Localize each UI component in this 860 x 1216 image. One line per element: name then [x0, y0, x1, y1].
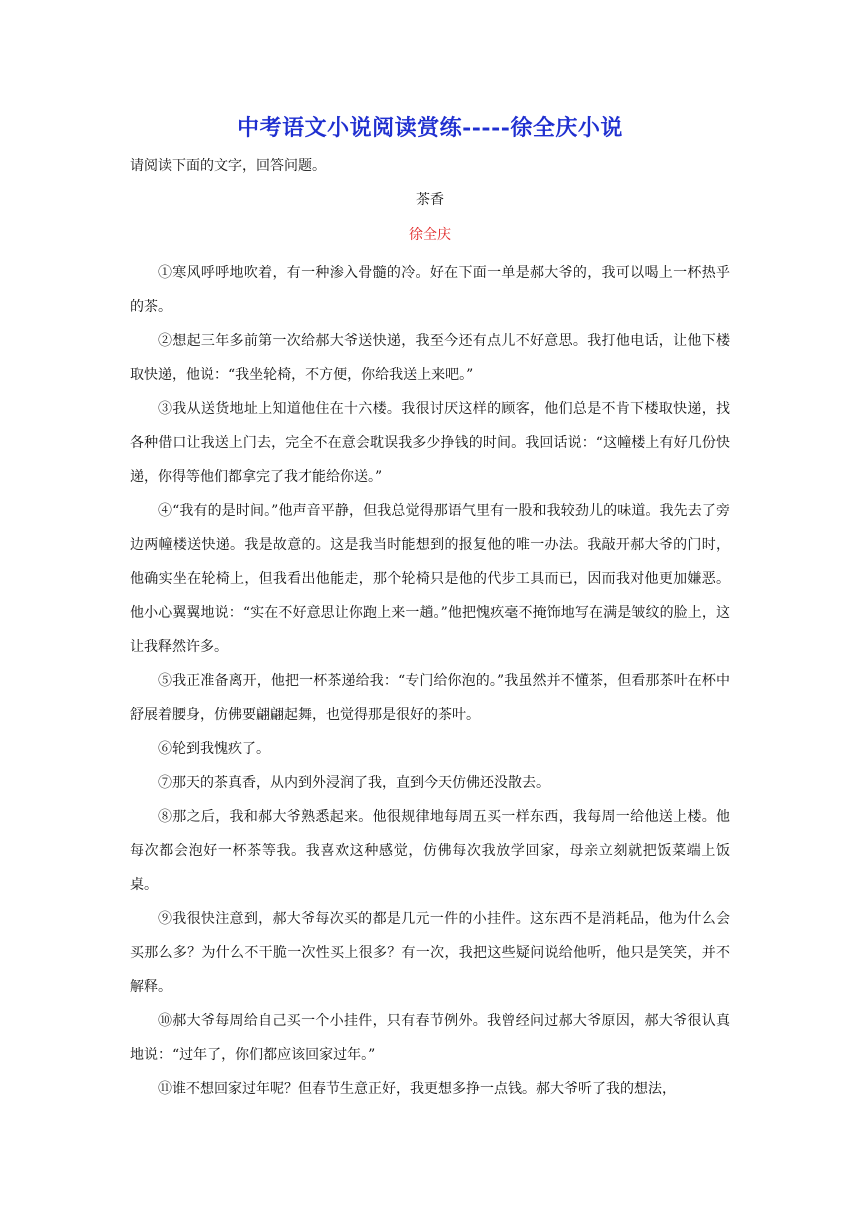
- story-author: 徐全庆: [409, 227, 451, 243]
- reading-instruction: 请阅读下面的文字，回答问题。: [130, 158, 326, 174]
- paragraph-10: ⑩郝大爷每周给自己买一个小挂件，只有春节例外。我曾经问过郝大爷原因，郝大爷很认真地说：“过年了，你们都应该回家过年。”: [130, 1013, 730, 1063]
- paragraph-9: ⑨我很快注意到，郝大爷每次买的都是几元一件的小挂件。这东西不是消耗品，他为什么会买那么多？为什么不干脆一次性买上很多？有一次，我把这些疑问说给他听，他只是笑笑，并不解释。: [130, 911, 730, 995]
- paragraph-6: ⑥轮到我愧疚了。: [158, 741, 270, 757]
- story-title: 茶香: [416, 192, 444, 208]
- paragraph-8: ⑧那之后，我和郝大爷熟悉起来。他很规律地每周五买一样东西，我每周一给他送上楼。他每次都会泡好一杯茶等我。我喜欢这种感觉，仿佛每次我放学回家，母亲立刻就把饭菜端上饭桌。: [130, 809, 730, 893]
- paragraph-5: ⑤我正准备离开，他把一杯茶递给我：“专门给你泡的。”我虽然并不懂茶，但看那茶叶在杯中舒展着腰身，仿佛要翩翩起舞，也觉得那是很好的茶叶。: [130, 673, 730, 723]
- paragraph-1: ①寒风呼呼地吹着，有一种渗入骨髓的冷。好在下面一单是郝大爷的，我可以喝上一杯热乎的茶。: [130, 265, 730, 315]
- paragraph-11: ⑪谁不想回家过年呢？但春节生意正好，我更想多挣一点钱。郝大爷听了我的想法，: [158, 1081, 676, 1097]
- paragraph-2: ②想起三年多前第一次给郝大爷送快递，我至今还有点儿不好意思。我打他电话，让他下楼取快递，他说：“我坐轮椅，不方便，你给我送上来吧。”: [130, 333, 730, 383]
- document-title: 中考语文小说阅读赏练-----徐全庆小说: [237, 115, 623, 141]
- story-body: [130, 256, 730, 1106]
- paragraph-7: ⑦那天的茶真香，从内到外浸润了我，直到今天仿佛还没散去。: [158, 775, 550, 791]
- paragraph-4: ④“我有的是时间。”他声音平静，但我总觉得那语气里有一股和我较劲儿的味道。我先去了旁边两幢楼送快递。我是故意的。这是我当时能想到的报复他的唯一办法。我敲开郝大爷的门时，他确实坐在轮椅上，但我看出他能走，那个轮椅只是他的代步工具而已，因而我对他更加嫌恶。他小心翼翼地说：“实在不好意思让你跑上来一趟。”他把愧疚毫不掩饰地写在满是皱纹的脸上，这让我释然许多。: [130, 503, 730, 655]
- paragraph-3: ③我从送货地址上知道他住在十六楼。我很讨厌这样的顾客，他们总是不肯下楼取快递，找各种借口让我送上门去，完全不在意会耽误我多少挣钱的时间。我回话说：“这幢楼上有好几份快递，你得等他们都拿完了我才能给你送。”: [130, 401, 730, 485]
